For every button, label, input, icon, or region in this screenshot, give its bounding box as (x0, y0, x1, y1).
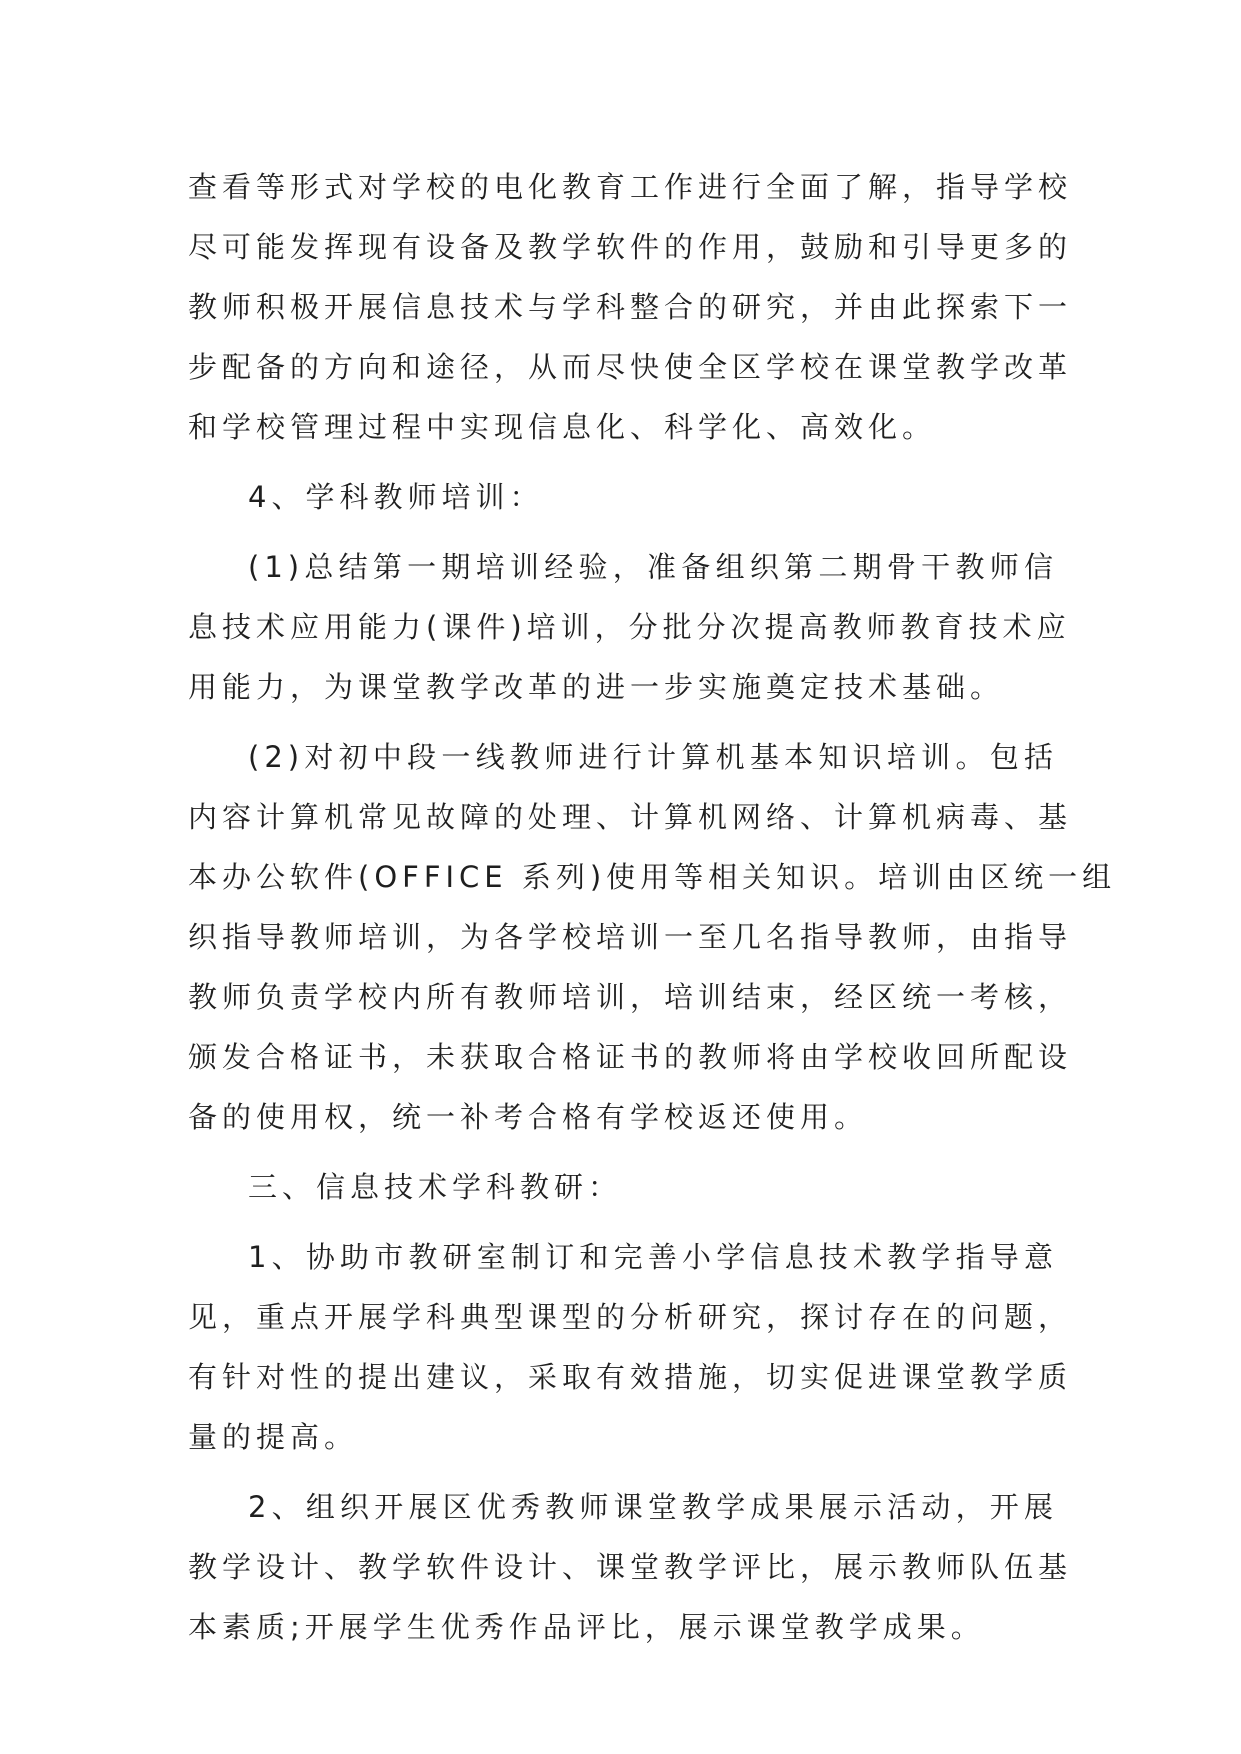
text-line: 织指导教师培训，为各学校培训一至几名指导教师，由指导 (188, 920, 1073, 954)
section-heading-it-research (188, 1157, 1058, 1217)
text-line: 2、组织开展区优秀教师课堂教学成果展示活动，开展 (248, 1490, 1058, 1524)
text-line: 备的使用权，统一补考合格有学校返还使用。 (188, 1100, 869, 1134)
text-line: 1、协助市教研室制订和完善小学信息技术教学指导意 (248, 1240, 1058, 1274)
text-line: 息技术应用能力(课件)培训，分批分次提高教师教育技术应 (188, 610, 1071, 644)
paragraph-research-1 (188, 1227, 1073, 1467)
text-line: 尽可能发挥现有设备及教学软件的作用，鼓励和引导更多的 (188, 230, 1073, 264)
text-line: 见，重点开展学科典型课型的分析研究，探讨存在的问题， (188, 1300, 1073, 1334)
text-line: 有针对性的提出建议，采取有效措施，切实促进课堂教学质 (188, 1360, 1073, 1394)
text-line: 步配备的方向和途径，从而尽快使全区学校在课堂教学改革 (188, 350, 1073, 384)
document-body (188, 157, 1117, 1657)
text-line: (2)对初中段一线教师进行计算机基本知识培训。包括 (248, 740, 1058, 774)
paragraph-training-2 (188, 727, 1117, 1147)
text-line: 教学设计、教学软件设计、课堂教学评比，展示教师队伍基 (188, 1550, 1073, 1584)
text-line: 教师负责学校内所有教师培训，培训结束，经区统一考核， (188, 980, 1073, 1014)
section-heading-teacher-training (188, 467, 1058, 527)
text-line: 本办公软件(OFFICE 系列)使用等相关知识。培训由区统一组 (188, 860, 1117, 894)
text-line: 教师积极开展信息技术与学科整合的研究，并由此探索下一 (188, 290, 1073, 324)
section-heading: 4、学科教师培训： (248, 480, 544, 514)
text-line: 本素质;开展学生优秀作品评比，展示课堂教学成果。 (188, 1610, 985, 1644)
text-line: (1)总结第一期培训经验，准备组织第二期骨干教师信 (248, 550, 1058, 584)
text-line: 查看等形式对学校的电化教育工作进行全面了解，指导学校 (188, 170, 1073, 204)
paragraph-research-2 (188, 1477, 1073, 1657)
text-line: 用能力，为课堂教学改革的进一步实施奠定技术基础。 (188, 670, 1005, 704)
text-line: 和学校管理过程中实现信息化、科学化、高效化。 (188, 410, 937, 444)
paragraph-training-1 (188, 537, 1071, 717)
text-line: 颁发合格证书，未获取合格证书的教师将由学校收回所配设 (188, 1040, 1073, 1074)
text-line: 内容计算机常见故障的处理、计算机网络、计算机病毒、基 (188, 800, 1073, 834)
text-line: 量的提高。 (188, 1420, 359, 1454)
section-heading: 三、信息技术学科教研： (248, 1170, 623, 1204)
paragraph-overview (188, 157, 1073, 457)
